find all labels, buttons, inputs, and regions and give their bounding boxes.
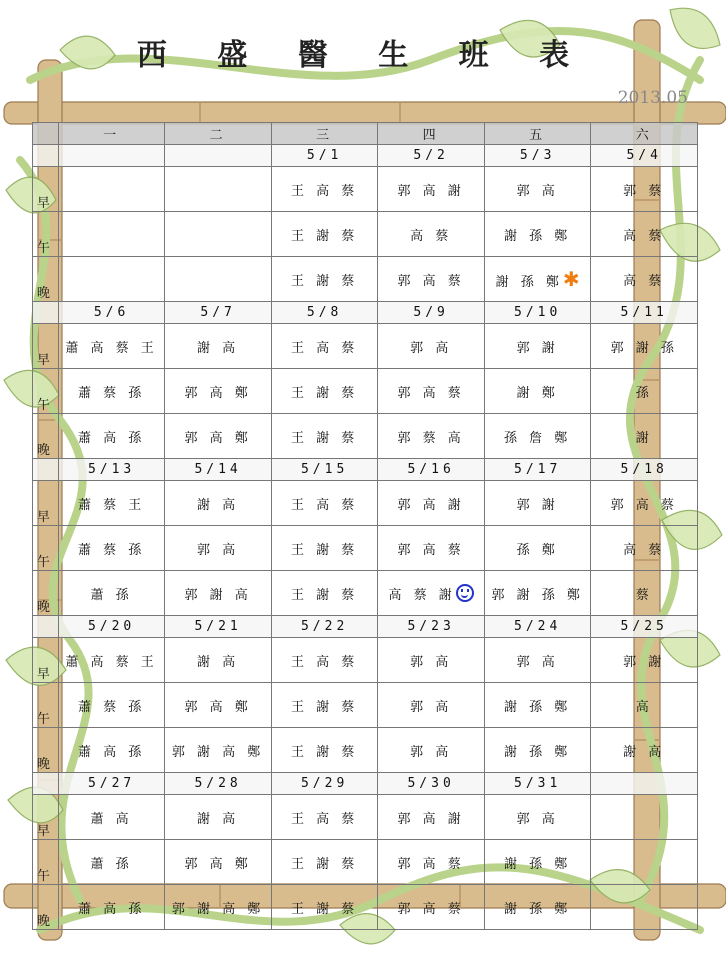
weekday-header: 三 (271, 123, 378, 145)
date-cell (591, 773, 698, 795)
shift-cell (271, 728, 378, 773)
shift-cell (484, 638, 591, 683)
shift-row (33, 683, 698, 728)
date-cell: 5/7 (165, 302, 272, 324)
date-cell: 5/20 (58, 616, 165, 638)
doctor-names: 郭 高 蔡 (397, 901, 465, 917)
shift-cell (591, 212, 698, 257)
shift-cell (378, 414, 485, 459)
schedule-body (33, 145, 698, 930)
shift-cell (165, 840, 272, 885)
doctor-names: 蕭 高 孫 (77, 901, 146, 917)
shift-label: 晚 (33, 885, 59, 930)
date-cell: 5/8 (271, 302, 378, 324)
doctor-names: 高 蔡 (623, 273, 666, 289)
shift-label: 早 (33, 795, 59, 840)
shift-cell (484, 683, 591, 728)
doctor-names: 王 謝 蔡 (291, 385, 359, 401)
shift-cell (271, 481, 378, 526)
shift-cell (58, 414, 165, 459)
doctor-names: 高 蔡 (410, 228, 453, 244)
doctor-names: 王 高 蔡 (291, 811, 359, 827)
shift-cell (271, 414, 378, 459)
shift-cell (378, 481, 485, 526)
date-row (33, 145, 698, 167)
weekday-header: 六 (591, 123, 698, 145)
date-cell: 5/4 (591, 145, 698, 167)
shift-cell (165, 683, 272, 728)
shift-cell (378, 571, 485, 616)
shift-row (33, 212, 698, 257)
shift-label: 午 (33, 526, 59, 571)
shift-cell (58, 167, 165, 212)
doctor-names: 蕭 高 (90, 811, 133, 827)
doctor-names: 謝 高 (197, 811, 240, 827)
doctor-names: 郭 謝 (623, 654, 666, 670)
shift-cell (165, 571, 272, 616)
doctor-names: 王 謝 蔡 (291, 542, 359, 558)
shift-row (33, 526, 698, 571)
shift-row (33, 795, 698, 840)
date-cell: 5/6 (58, 302, 165, 324)
doctor-names: 郭 謝 高 鄭 (171, 744, 265, 760)
shift-cell (484, 526, 591, 571)
doctor-names: 郭 高 (410, 744, 453, 760)
shift-cell (591, 167, 698, 212)
shift-cell (378, 885, 485, 930)
doctor-names: 蕭 高 蔡 王 (65, 654, 158, 670)
shift-label: 午 (33, 840, 59, 885)
date-cell: 5/30 (378, 773, 485, 795)
shift-cell (165, 728, 272, 773)
shift-cell (378, 728, 485, 773)
shift-cell (58, 481, 165, 526)
shift-cell (591, 728, 698, 773)
date-cell: 5/14 (165, 459, 272, 481)
date-row-label (33, 773, 59, 795)
doctor-names: 謝 孫 鄭 (504, 744, 572, 760)
doctor-names: 孫 鄭 (516, 542, 559, 558)
doctor-names: 王 高 蔡 (291, 340, 359, 356)
date-cell: 5/10 (484, 302, 591, 324)
shift-cell (271, 571, 378, 616)
shift-cell (271, 526, 378, 571)
shift-label: 早 (33, 481, 59, 526)
shift-cell (378, 212, 485, 257)
shift-cell (165, 481, 272, 526)
shift-cell (271, 638, 378, 683)
date-cell: 5/29 (271, 773, 378, 795)
shift-row (33, 728, 698, 773)
shift-row (33, 885, 698, 930)
doctor-names: 郭 高 蔡 (397, 385, 465, 401)
shift-cell (271, 369, 378, 414)
date-cell: 5/25 (591, 616, 698, 638)
shift-cell (591, 369, 698, 414)
date-cell: 5/27 (58, 773, 165, 795)
date-cell: 5/15 (271, 459, 378, 481)
duty-schedule-table (32, 122, 698, 930)
doctor-names: 王 謝 蔡 (291, 901, 359, 917)
doctor-names: 謝 孫 鄭 (504, 901, 572, 917)
shift-cell (58, 840, 165, 885)
doctor-names: 蕭 蔡 王 (77, 497, 146, 513)
date-cell: 5/3 (484, 145, 591, 167)
shift-row (33, 257, 698, 302)
shift-cell (378, 369, 485, 414)
shift-cell (378, 526, 485, 571)
asterisk-icon: ✱ (562, 267, 580, 291)
doctor-names: 蕭 蔡 孫 (77, 385, 146, 401)
doctor-names: 郭 謝 高 鄭 (171, 901, 265, 917)
date-row (33, 773, 698, 795)
shift-cell (591, 257, 698, 302)
doctor-names: 郭 高 (516, 183, 559, 199)
shift-label: 早 (33, 324, 59, 369)
date-cell (165, 145, 272, 167)
shift-cell (58, 526, 165, 571)
date-row (33, 302, 698, 324)
shift-cell (591, 526, 698, 571)
doctor-names: 王 謝 蔡 (291, 699, 359, 715)
shift-cell (271, 324, 378, 369)
shift-label: 晚 (33, 571, 59, 616)
doctor-names: 王 謝 蔡 (291, 273, 359, 289)
doctor-names: 高 蔡 (623, 228, 666, 244)
shift-cell (58, 257, 165, 302)
shift-cell (165, 414, 272, 459)
doctor-names: 謝 高 (197, 654, 240, 670)
weekday-header: 四 (378, 123, 485, 145)
shift-cell (165, 526, 272, 571)
shift-cell (271, 795, 378, 840)
shift-cell (58, 885, 165, 930)
doctor-names: 郭 高 鄭 (184, 856, 252, 872)
shift-cell (484, 571, 591, 616)
shift-cell (591, 795, 698, 840)
date-cell: 5/23 (378, 616, 485, 638)
shift-cell (591, 571, 698, 616)
doctor-names: 孫 (635, 385, 653, 401)
date-row-label (33, 145, 59, 167)
doctor-names: 郭 高 鄭 (184, 385, 252, 401)
shift-label: 晚 (33, 414, 59, 459)
shift-cell (591, 414, 698, 459)
date-cell: 5/24 (484, 616, 591, 638)
shift-label: 晚 (33, 257, 59, 302)
doctor-names: 王 高 蔡 (291, 183, 359, 199)
doctor-names: 郭 高 (197, 542, 240, 558)
shift-cell (58, 728, 165, 773)
shift-cell (484, 257, 591, 302)
doctor-names: 王 謝 蔡 (291, 228, 359, 244)
shift-row (33, 840, 698, 885)
doctor-names: 謝 高 (623, 744, 666, 760)
shift-cell (165, 324, 272, 369)
shift-label: 午 (33, 369, 59, 414)
doctor-names: 謝 高 (197, 497, 240, 513)
shift-cell (378, 257, 485, 302)
shift-cell (271, 683, 378, 728)
shift-row (33, 638, 698, 683)
date-row (33, 616, 698, 638)
doctor-names: 高 蔡 (623, 542, 666, 558)
shift-cell (58, 324, 165, 369)
doctor-names: 郭 高 蔡 (610, 497, 678, 513)
shift-cell (165, 638, 272, 683)
shift-cell (484, 885, 591, 930)
doctor-names: 王 謝 蔡 (291, 587, 359, 603)
date-cell (58, 145, 165, 167)
doctor-names: 王 高 蔡 (291, 654, 359, 670)
doctor-names: 王 謝 蔡 (291, 744, 359, 760)
shift-row (33, 571, 698, 616)
shift-label: 午 (33, 212, 59, 257)
doctor-names: 謝 鄭 (516, 385, 559, 401)
shift-cell (271, 167, 378, 212)
doctor-names: 蕭 高 孫 (77, 744, 146, 760)
doctor-names: 謝 孫 鄭 (504, 228, 572, 244)
shift-label: 早 (33, 167, 59, 212)
shift-cell (484, 414, 591, 459)
shift-label: 晚 (33, 728, 59, 773)
date-cell: 5/22 (271, 616, 378, 638)
month-stamp: 2013.05 (617, 88, 688, 108)
doctor-names: 郭 高 (410, 340, 453, 356)
smiley-icon (456, 584, 474, 602)
shift-cell (591, 683, 698, 728)
doctor-names: 郭 謝 (516, 340, 559, 356)
shift-cell (58, 795, 165, 840)
shift-cell (591, 638, 698, 683)
shift-cell (378, 638, 485, 683)
doctor-names: 謝 孫 鄭 (495, 275, 563, 290)
shift-cell (378, 167, 485, 212)
doctor-names: 蕭 高 孫 (77, 430, 146, 446)
doctor-names: 蕭 蔡 孫 (77, 542, 146, 558)
doctor-names: 謝 孫 鄭 (504, 856, 572, 872)
shift-cell (165, 257, 272, 302)
doctor-names: 郭 蔡 (623, 183, 666, 199)
shift-cell (58, 571, 165, 616)
doctor-names: 蕭 孫 (90, 856, 133, 872)
doctor-names: 謝 高 (197, 340, 240, 356)
date-cell: 5/31 (484, 773, 591, 795)
doctor-names: 郭 謝 高 (184, 587, 252, 603)
doctor-names: 高 蔡 謝 (388, 587, 456, 603)
shift-cell (58, 638, 165, 683)
shift-label: 早 (33, 638, 59, 683)
date-cell: 5/21 (165, 616, 272, 638)
shift-cell (378, 840, 485, 885)
weekday-header: 五 (484, 123, 591, 145)
shift-cell (484, 369, 591, 414)
shift-cell (58, 683, 165, 728)
shift-cell (165, 212, 272, 257)
shift-cell (484, 840, 591, 885)
shift-label: 午 (33, 683, 59, 728)
date-row-label (33, 616, 59, 638)
date-cell: 5/1 (271, 145, 378, 167)
doctor-names: 郭 高 鄭 (184, 699, 252, 715)
doctor-names: 王 謝 蔡 (291, 430, 359, 446)
shift-cell (484, 212, 591, 257)
date-row (33, 459, 698, 481)
doctor-names: 孫 詹 鄭 (504, 430, 572, 446)
shift-row (33, 369, 698, 414)
shift-row (33, 324, 698, 369)
doctor-names: 蕭 孫 (90, 587, 133, 603)
doctor-names: 郭 高 謝 (397, 811, 465, 827)
shift-row (33, 167, 698, 212)
doctor-names: 郭 謝 (516, 497, 559, 513)
doctor-names: 郭 高 (410, 699, 453, 715)
shift-cell (165, 885, 272, 930)
shift-cell (378, 795, 485, 840)
shift-cell (271, 212, 378, 257)
shift-cell (165, 369, 272, 414)
shift-cell (484, 481, 591, 526)
date-cell: 5/9 (378, 302, 485, 324)
shift-cell (484, 167, 591, 212)
page-title: 西 盛 醫 生 班 表 (136, 38, 590, 73)
doctor-names: 王 謝 蔡 (291, 856, 359, 872)
doctor-names: 郭 蔡 高 (397, 430, 465, 446)
date-cell: 5/11 (591, 302, 698, 324)
date-cell: 5/18 (591, 459, 698, 481)
shift-cell (591, 481, 698, 526)
date-cell: 5/2 (378, 145, 485, 167)
corner-cell (33, 123, 59, 145)
shift-cell (165, 167, 272, 212)
doctor-names: 郭 高 (516, 811, 559, 827)
doctor-names: 王 高 蔡 (291, 497, 359, 513)
shift-cell (165, 795, 272, 840)
doctor-names: 高 (635, 699, 653, 715)
shift-cell (378, 683, 485, 728)
shift-cell (484, 324, 591, 369)
shift-cell (591, 840, 698, 885)
doctor-names: 郭 高 蔡 (397, 856, 465, 872)
doctor-names: 郭 謝 孫 鄭 (491, 587, 584, 603)
shift-cell (58, 212, 165, 257)
doctor-names: 謝 孫 鄭 (504, 699, 572, 715)
shift-row (33, 481, 698, 526)
shift-cell (484, 795, 591, 840)
doctor-names: 郭 高 (410, 654, 453, 670)
shift-cell (378, 324, 485, 369)
doctor-names: 郭 謝 孫 (610, 340, 678, 356)
date-cell: 5/17 (484, 459, 591, 481)
date-cell: 5/13 (58, 459, 165, 481)
shift-cell (271, 885, 378, 930)
date-cell: 5/28 (165, 773, 272, 795)
shift-cell (271, 257, 378, 302)
doctor-names: 蕭 蔡 孫 (77, 699, 146, 715)
shift-cell (591, 324, 698, 369)
date-cell: 5/16 (378, 459, 485, 481)
doctor-names: 謝 (635, 430, 653, 446)
doctor-names: 郭 高 蔡 (397, 542, 465, 558)
doctor-names: 郭 高 謝 (397, 497, 465, 513)
doctor-names: 郭 高 鄭 (184, 430, 252, 446)
date-row-label (33, 302, 59, 324)
shift-row (33, 414, 698, 459)
shift-cell (271, 840, 378, 885)
doctor-names: 蔡 (635, 587, 653, 603)
shift-cell (58, 369, 165, 414)
doctor-names: 郭 高 (516, 654, 559, 670)
doctor-names: 郭 高 蔡 (397, 273, 465, 289)
date-row-label (33, 459, 59, 481)
doctor-names: 蕭 高 蔡 王 (65, 340, 158, 356)
weekday-header: 二 (165, 123, 272, 145)
weekday-header-row (33, 123, 698, 145)
doctor-names: 郭 高 謝 (397, 183, 465, 199)
shift-cell (591, 885, 698, 930)
weekday-header: 一 (58, 123, 165, 145)
shift-cell (484, 728, 591, 773)
